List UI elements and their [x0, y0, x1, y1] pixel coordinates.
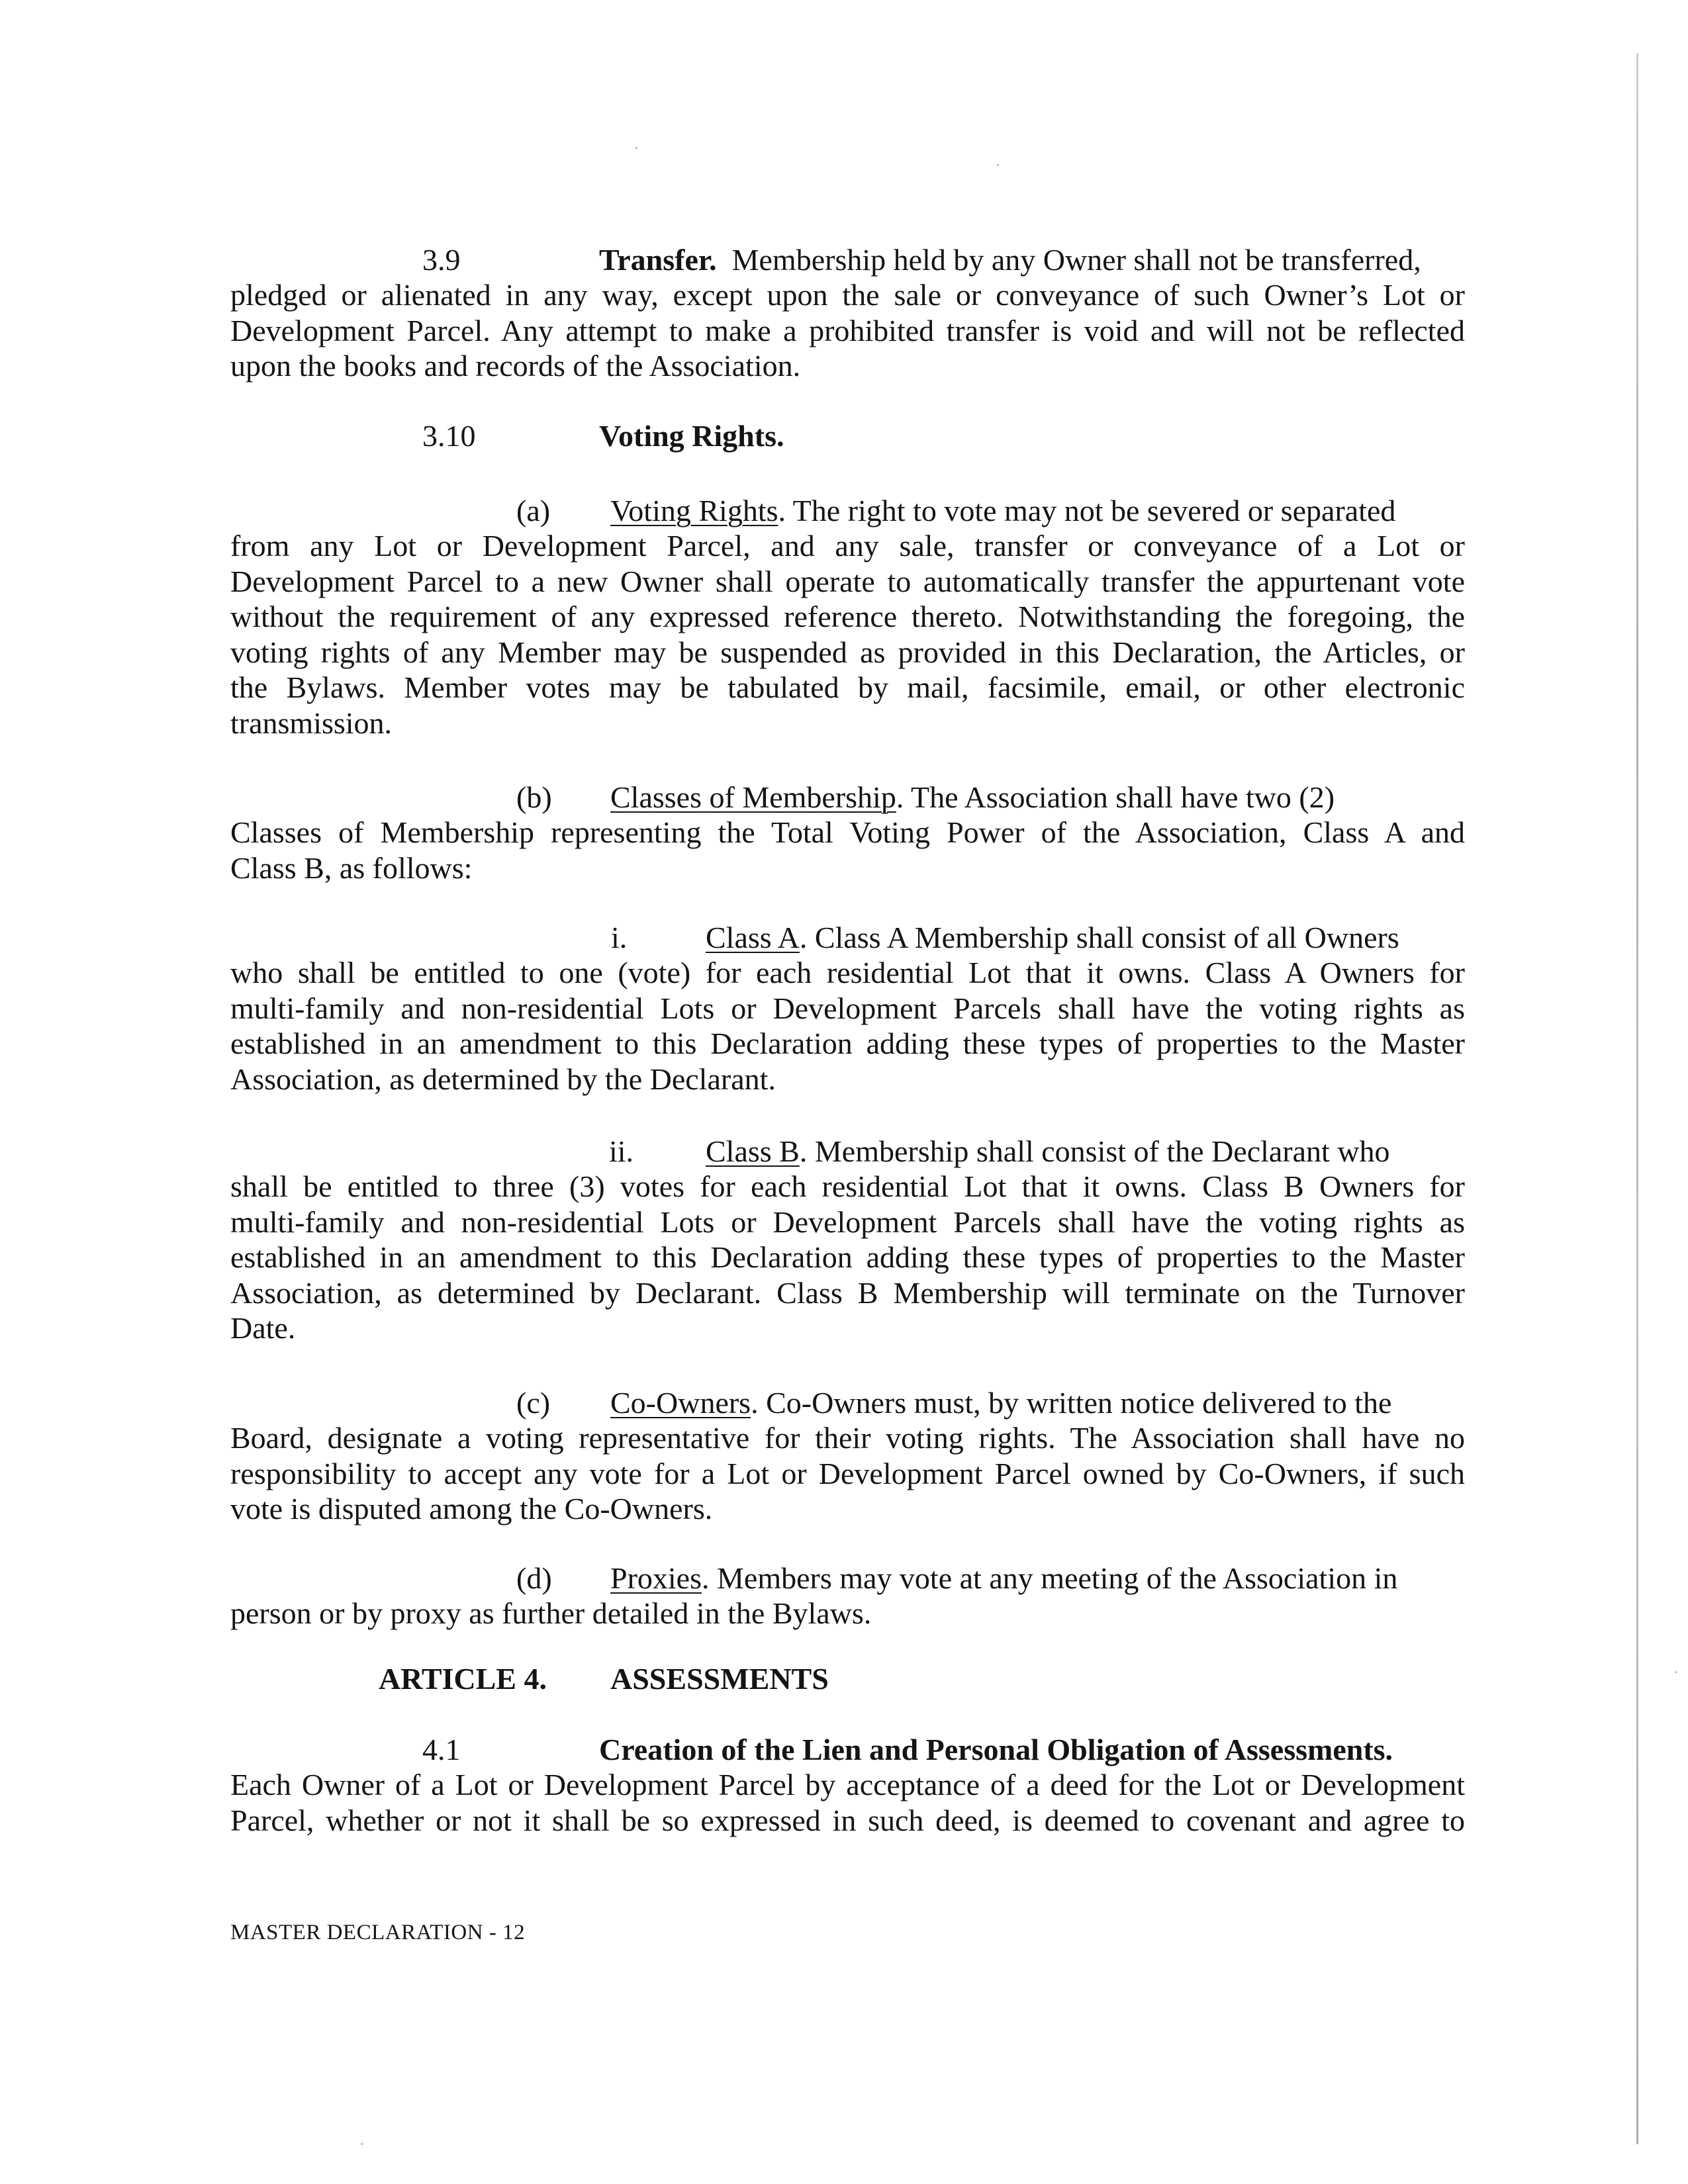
text-line: established in an amendment to this Declaration adding these types of properties to the Master: [230, 1026, 1465, 1060]
section-text: . Members may vote at any meeting of the Association in: [702, 1561, 1398, 1595]
text-line: shall be entitled to three (3) votes for each residential Lot that it owns. Class B Owners for: [230, 1169, 1465, 1203]
text-line: Board, designate a voting representative for their voting rights. The Association shall have no: [230, 1421, 1465, 1455]
section-4-1-body: [230, 1767, 1465, 1838]
text-line: voting rights of any Member may be suspended as provided in this Declaration, the Articles, or: [230, 635, 1465, 669]
text-line: Classes of Membership representing the Total Voting Power of the Association, Class A and: [230, 815, 1465, 849]
scan-speck: [1675, 1671, 1677, 1673]
subsection-a-first-line: [610, 493, 1395, 528]
section-3-9-first-line: [599, 242, 1421, 277]
text-line: Association, as determined by Declarant. Class B Membership will terminate on the Turnover: [230, 1275, 1465, 1310]
item-ii-first-line: [706, 1134, 1390, 1169]
section-number: 4.1: [422, 1733, 461, 1766]
text-line: from any Lot or Development Parcel, and any sale, transfer or conveyance of a Lot or: [230, 529, 1465, 563]
section-text: . The right to vote may not be severed or separated: [778, 494, 1396, 527]
text-line: transmission.: [230, 705, 393, 740]
scan-speck: [361, 2143, 363, 2145]
subsection-d-first-line: [610, 1561, 1397, 1596]
subsection-c-body: [230, 1420, 1465, 1527]
section-heading: Voting Rights.: [599, 419, 784, 453]
section-number: 3.9: [422, 243, 461, 277]
text-line: upon the books and records of the Association.: [230, 349, 801, 383]
text-line: who shall be entitled to one (vote) for each residential Lot that it owns. Class A Owners for: [230, 956, 1465, 989]
subsection-label: (a): [516, 494, 551, 527]
subsection-label: (c): [516, 1386, 551, 1420]
subsection-a-body: [230, 528, 1465, 741]
subsection-label: (b): [516, 780, 552, 814]
text-line: established in an amendment to this Declaration adding these types of properties to the Master: [230, 1240, 1465, 1274]
scan-speck: [997, 164, 999, 166]
text-line: vote is disputed among the Co-Owners.: [230, 1492, 713, 1525]
article-label: ARTICLE 4.: [379, 1662, 547, 1696]
text-line: Parcel, whether or not it shall be so expressed in such deed, is deemed to covenant and agree to: [230, 1803, 1465, 1837]
text-line: without the requirement of any expressed reference thereto. Notwithstanding the foregoing, the: [230, 600, 1465, 633]
text-line: Association, as determined by the Declarant.: [230, 1062, 776, 1096]
item-i-first-line: [706, 920, 1399, 955]
item-i-body: [230, 955, 1465, 1097]
item-label: i.: [611, 921, 628, 954]
item-title: Class A: [706, 921, 800, 954]
subsection-title: Classes of Membership: [610, 780, 896, 814]
section-number: 3.10: [422, 419, 476, 453]
text-line: Class B, as follows:: [230, 850, 473, 885]
scan-edge-shadow: [1636, 53, 1638, 2144]
text-line: Development Parcel. Any attempt to make a prohibited transfer is void and will not be reflected: [230, 313, 1465, 347]
subsection-c-first-line: [610, 1385, 1391, 1420]
subsection-title: Proxies: [610, 1561, 702, 1595]
section-3-9-body: [230, 277, 1465, 384]
text-line: responsibility to accept any vote for a Lot or Development Parcel owned by Co-Owners, if such: [230, 1456, 1465, 1490]
text-line: Development Parcel to a new Owner shall operate to automatically transfer the appurtenant vote: [230, 564, 1465, 598]
section-text: . Membership shall consist of the Declarant who: [799, 1134, 1390, 1168]
subsection-label: (d): [516, 1561, 552, 1595]
text-line: person or by proxy as further detailed in the Bylaws.: [230, 1596, 872, 1630]
section-text: Membership held by any Owner shall not be transferred,: [731, 243, 1421, 277]
item-label: ii.: [609, 1134, 634, 1168]
subsection-title: Co-Owners: [610, 1386, 751, 1420]
text-line: Each Owner of a Lot or Development Parcel by acceptance of a deed for the Lot or Development: [230, 1768, 1465, 1801]
text-line: multi-family and non-residential Lots or Development Parcels shall have the voting rights as: [230, 991, 1465, 1025]
scan-speck: [635, 147, 637, 149]
page-footer: MASTER DECLARATION - 12: [230, 1921, 526, 1944]
subsection-b-first-line: [610, 780, 1335, 815]
text-line: Date.: [230, 1311, 296, 1345]
item-title: Class B: [706, 1134, 800, 1168]
subsection-d-body: [230, 1596, 1465, 1631]
section-text: . The Association shall have two (2): [896, 780, 1335, 814]
section-heading: Creation of the Lien and Personal Obligation of Assessments.: [599, 1733, 1393, 1766]
section-text: . Class A Membership shall consist of all Owners: [799, 921, 1399, 954]
text-line: pledged or alienated in any way, except upon the sale or conveyance of such Owner’s Lot or: [230, 278, 1465, 312]
section-text: . Co-Owners must, by written notice delivered to the: [751, 1386, 1392, 1420]
section-heading: Transfer.: [599, 243, 717, 277]
text-line: the Bylaws. Member votes may be tabulated by mail, facsimile, email, or other electronic: [230, 670, 1465, 704]
subsection-title: Voting Rights: [610, 494, 778, 527]
item-ii-body: [230, 1169, 1465, 1346]
subsection-b-body: [230, 815, 1465, 886]
text-line: multi-family and non-residential Lots or Development Parcels shall have the voting rights as: [230, 1205, 1465, 1239]
article-title: ASSESSMENTS: [610, 1662, 829, 1696]
